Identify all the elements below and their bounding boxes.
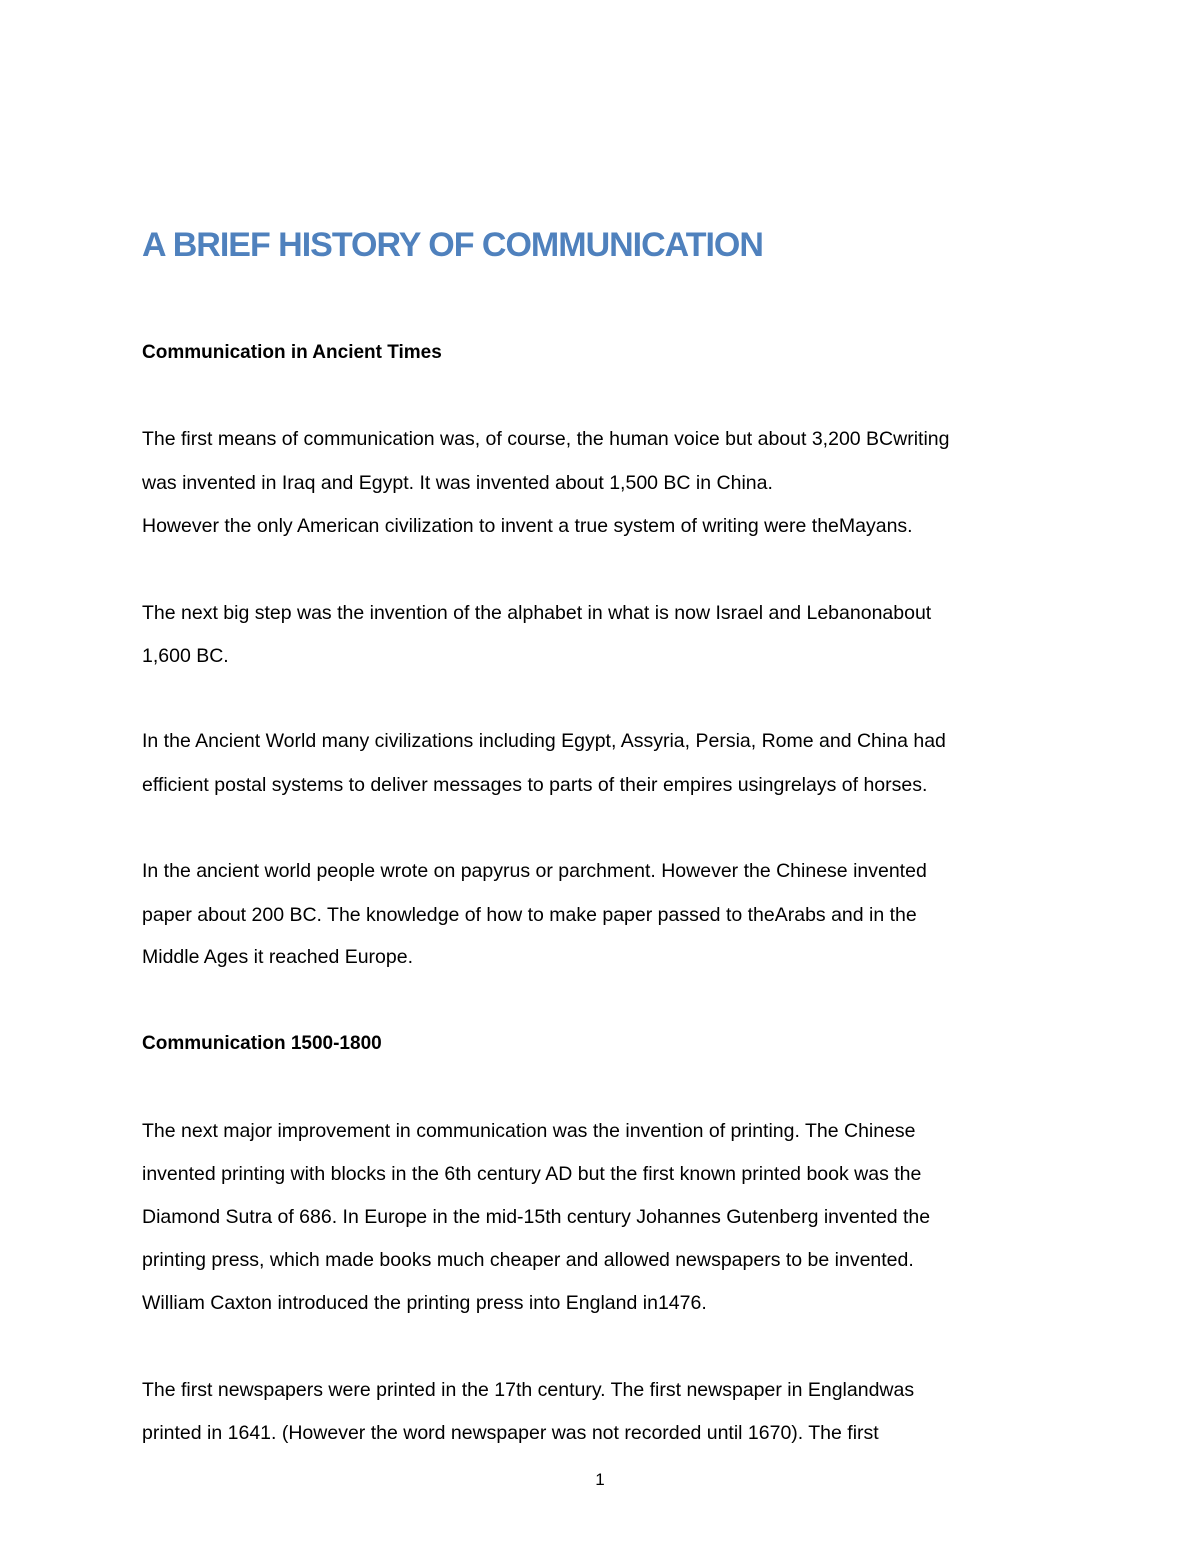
paragraph-line: In the ancient world people wrote on papyrus or parchment. However the Chinese invented [142,860,927,882]
paragraph-line: The next big step was the invention of the alphabet in what is now Israel and Lebanonabout [142,602,932,624]
paragraph-line: was invented in Iraq and Egypt. It was invented about 1,500 BC in China. [142,472,773,494]
paragraph-line: William Caxton introduced the printing press into England in1476. [142,1292,707,1314]
paragraph-line: The next major improvement in communication was the invention of printing. The Chinese [142,1120,916,1142]
paragraph-line: 1,600 BC. [142,645,229,667]
paragraph-line: The first newspapers were printed in the 17th century. The first newspaper in Englandwas [142,1379,915,1401]
paragraph-line: Middle Ages it reached Europe. [142,946,414,968]
paragraph-line: The first means of communication was, of course, the human voice but about 3,200 BCwriting [142,428,950,450]
paragraph-line: invented printing with blocks in the 6th century AD but the first known printed book was the [142,1163,922,1185]
paragraph-line: efficient postal systems to deliver messages to parts of their empires usingrelays of horses. [142,774,928,796]
section-heading-ancient-times: Communication in Ancient Times [142,342,442,363]
page-title: A BRIEF HISTORY OF COMMUNICATION [142,226,763,264]
paragraph-line: In the Ancient World many civilizations including Egypt, Assyria, Persia, Rome and China had [142,730,946,752]
paragraph-line: Diamond Sutra of 686. In Europe in the mid-15th century Johannes Gutenberg invented the [142,1206,931,1228]
paragraph-line: printing press, which made books much cheaper and allowed newspapers to be invented. [142,1249,914,1271]
paragraph-line: printed in 1641. (However the word newspaper was not recorded until 1670). The first [142,1422,879,1444]
paragraph-line: paper about 200 BC. The knowledge of how to make paper passed to theArabs and in the [142,904,917,926]
section-heading-1500-1800: Communication 1500-1800 [142,1033,382,1054]
paragraph-line: However the only American civilization to invent a true system of writing were theMayans. [142,515,913,537]
page-number: 1 [595,1470,605,1489]
